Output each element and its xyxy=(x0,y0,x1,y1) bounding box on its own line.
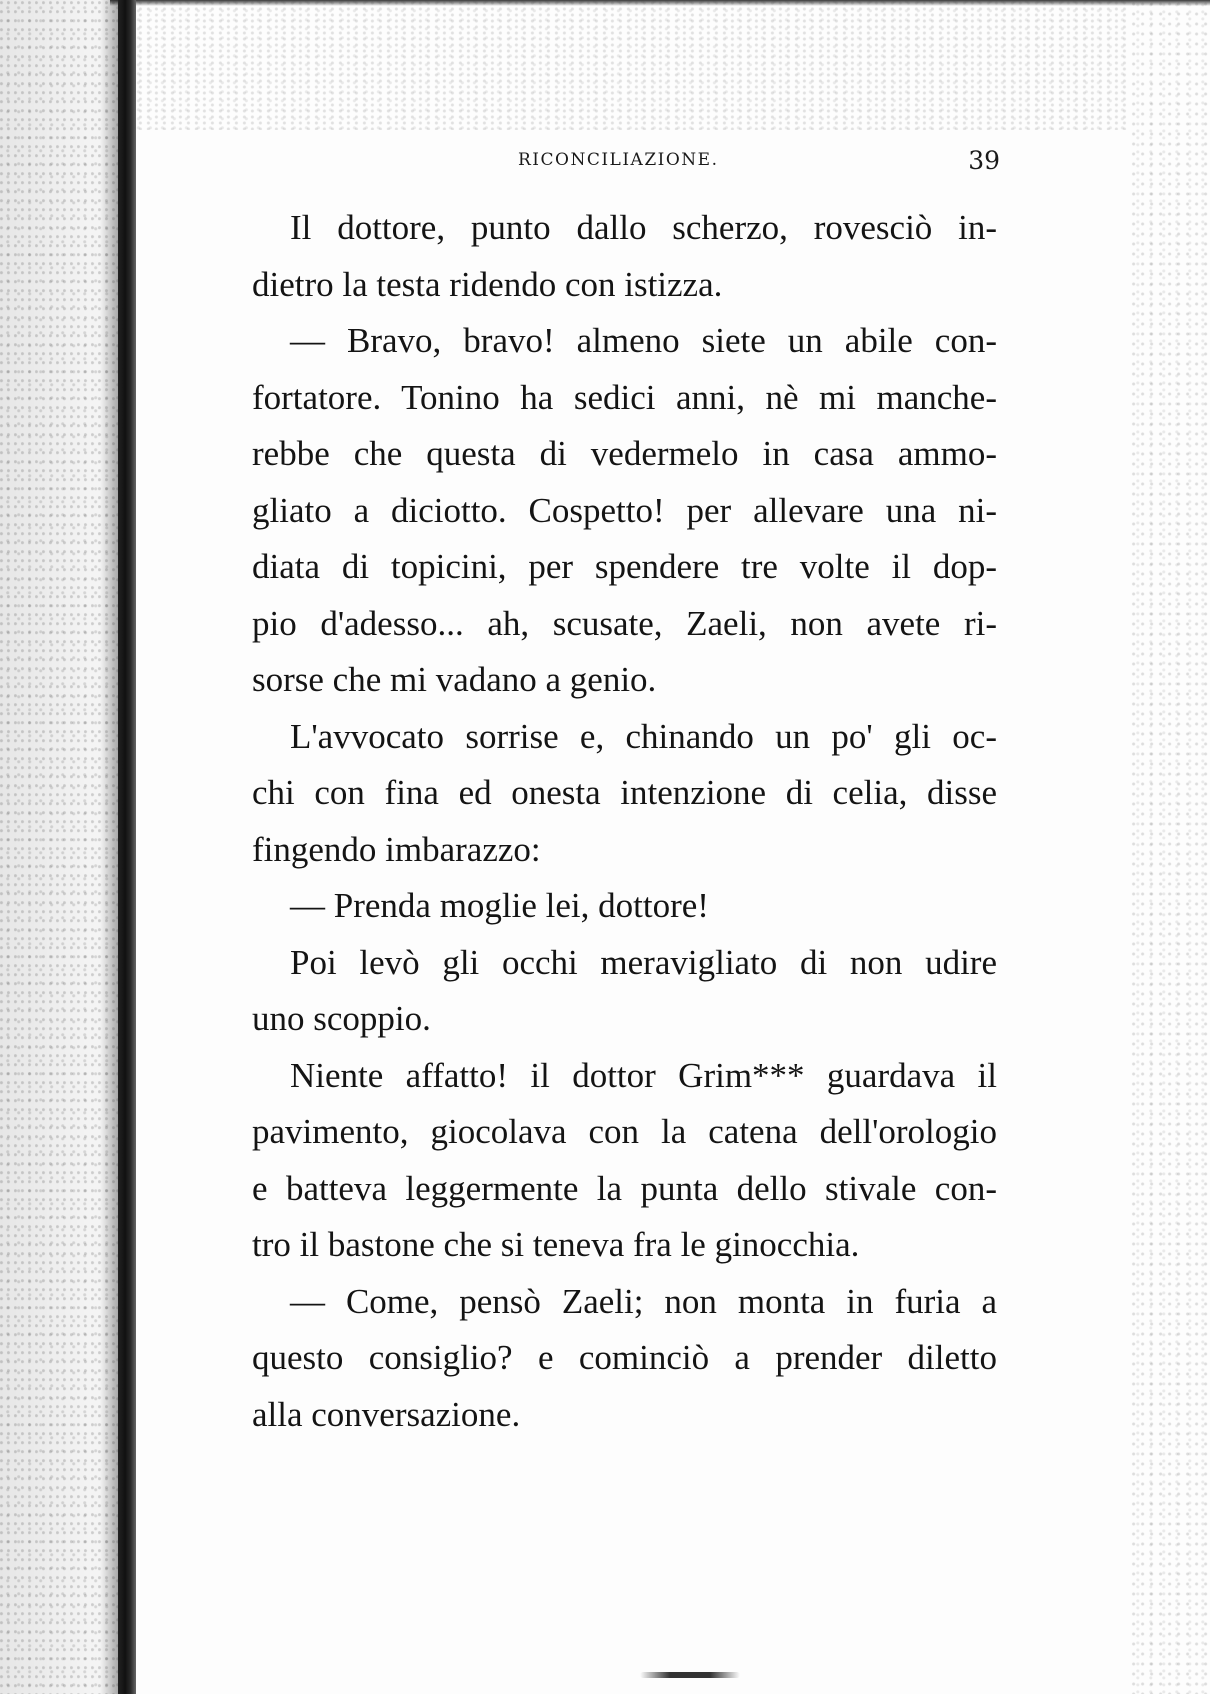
text-line: dietro la testa ridendo con istizza. xyxy=(252,264,723,304)
text-line: — Bravo, bravo! almeno siete un abile con- xyxy=(290,321,997,360)
page-top-edge xyxy=(110,0,1210,6)
text-line: fortatore. Tonino ha sedici anni, nè mi manche- xyxy=(252,377,997,417)
scan-noise-top xyxy=(130,0,1130,130)
text-line: Poi levò gli occhi meravigliato di non udire xyxy=(290,942,997,982)
text-line: sorse che mi vadano a genio. xyxy=(252,660,657,699)
text-line: — Come, pensò Zaeli; non monta in furia a xyxy=(290,1281,997,1321)
text-line: L'avvocato sorrise e, chinando un po' gli oc- xyxy=(290,716,997,756)
text-line: tro il bastone che si teneva fra le ginocchia. xyxy=(252,1225,860,1264)
paragraph xyxy=(252,935,997,1048)
text-line: diata di topicini, per spendere tre volte il dop- xyxy=(252,547,997,586)
text-line: — Prenda moglie lei, dottore! xyxy=(290,886,709,925)
text-line: e batteva leggermente la punta dello stivale con- xyxy=(252,1168,997,1208)
running-head xyxy=(250,146,1000,180)
spine-shadow xyxy=(100,0,120,1694)
paragraph xyxy=(252,1274,997,1444)
text-line: Niente affatto! il dottor Grim*** guardava il xyxy=(290,1055,997,1095)
text-line: rebbe che questa di vedermelo in casa ammo- xyxy=(252,434,997,473)
paragraph xyxy=(252,709,997,879)
paragraph xyxy=(252,878,997,935)
paragraph xyxy=(252,313,997,709)
text-line: pio d'adesso... ah, scusate, Zaeli, non avete ri- xyxy=(252,603,997,643)
text-line: pavimento, giocolava con la catena dell'orologio xyxy=(252,1112,997,1151)
text-line: Il dottore, punto dallo scherzo, rovesciò in- xyxy=(290,208,997,247)
running-title: RICONCILIAZIONE. xyxy=(518,150,719,170)
bottom-ink-mark xyxy=(640,1672,740,1678)
page-number: 39 xyxy=(968,146,1000,175)
text-line: uno scoppio. xyxy=(252,999,431,1038)
text-line: gliato a diciotto. Cospetto! per allevare una ni- xyxy=(252,490,997,530)
book-spine-edge xyxy=(118,0,136,1694)
body-text xyxy=(252,200,997,1443)
paragraph xyxy=(252,200,997,313)
text-line: alla conversazione. xyxy=(252,1394,521,1434)
text-line: fingendo imbarazzo: xyxy=(252,829,541,869)
text-line: chi con fina ed onesta intenzione di celia, disse xyxy=(252,773,997,812)
paragraph xyxy=(252,1048,997,1274)
text-line: questo consiglio? e cominciò a prender diletto xyxy=(252,1338,997,1377)
scan-noise-right xyxy=(1130,0,1210,1694)
